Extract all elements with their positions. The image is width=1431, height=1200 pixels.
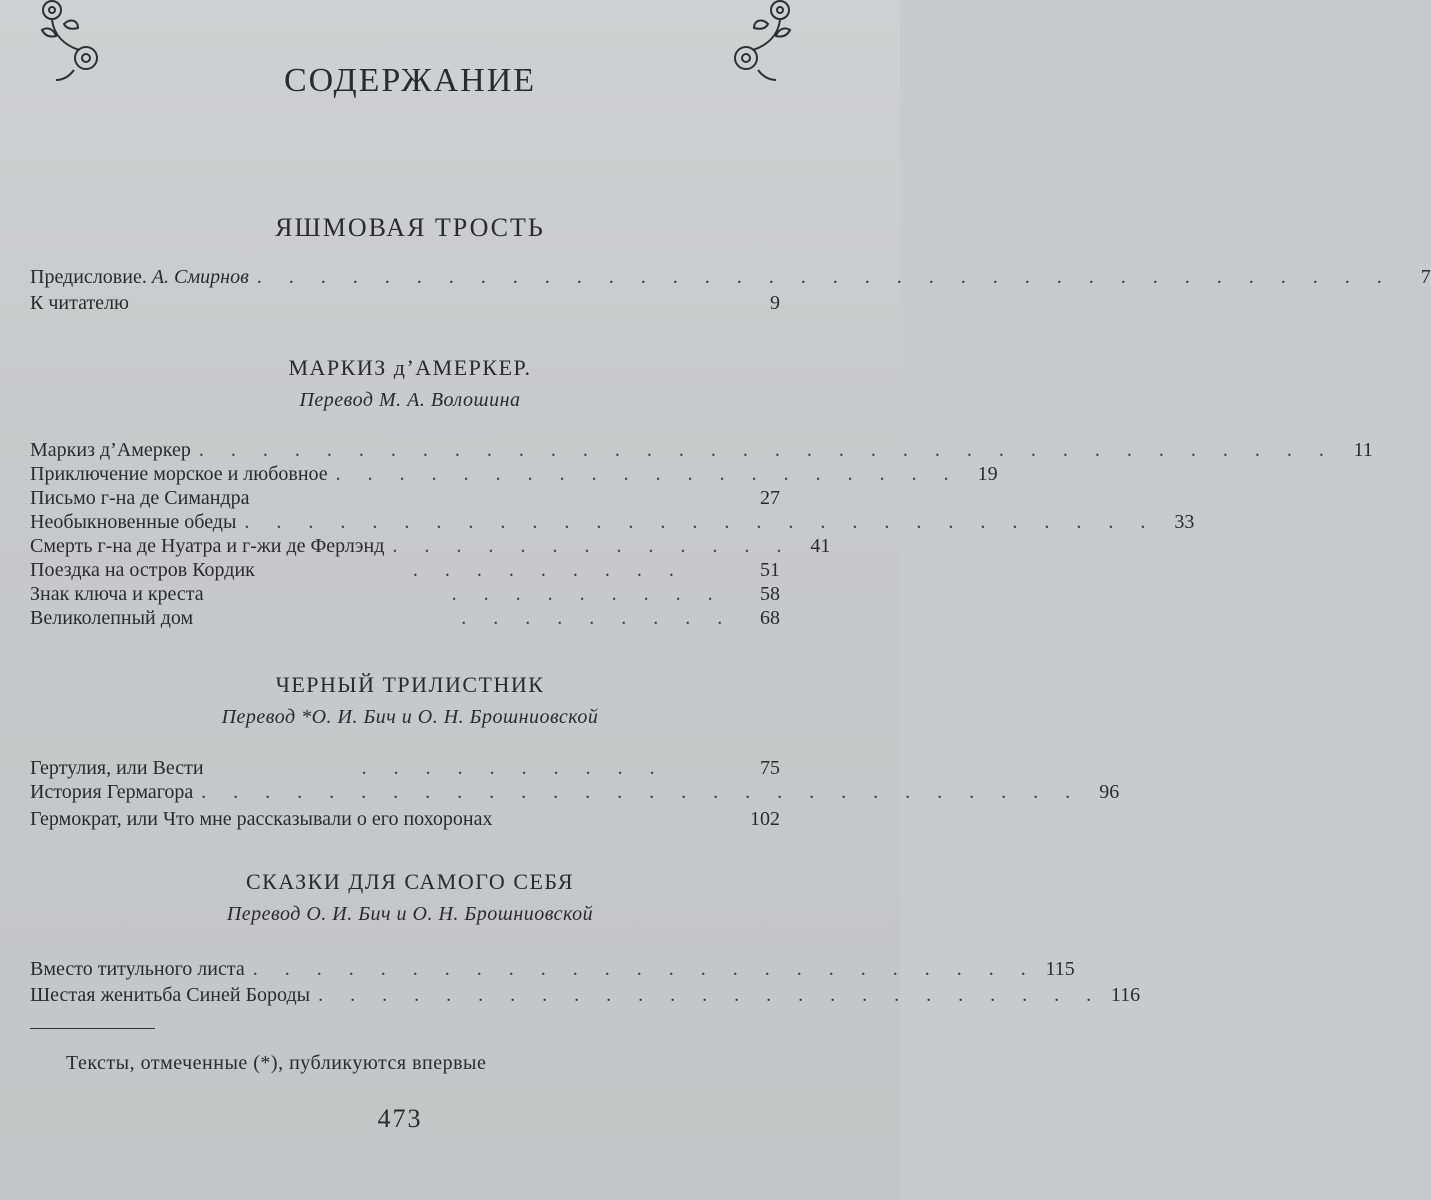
toc-entry[interactable]: [30, 605, 780, 631]
entry-page: 68: [760, 607, 780, 629]
entry-page: 116: [1110, 984, 1141, 1006]
toc-entry[interactable]: [30, 509, 1195, 535]
entry-page: 51: [760, 559, 780, 581]
toc-entry[interactable]: [30, 806, 780, 832]
entry-title: Гертулия, или Вести: [30, 757, 204, 779]
book-title: ЯШМОВАЯ ТРОСТЬ: [275, 213, 545, 242]
footnote-divider: [30, 1028, 155, 1029]
entry-page: 11: [1353, 439, 1373, 461]
toc-entry[interactable]: [30, 437, 1373, 463]
entry-title: Предисловие. А. Смирнов: [30, 266, 249, 288]
section-translator: Перевод *О. И. Бич и О. Н. Брошниовской: [221, 706, 599, 728]
entry-title: Знак ключа и креста: [30, 583, 204, 605]
section-title: МАРКИЗ д’АМЕРКЕР.: [288, 355, 532, 380]
section-title: ЧЕРНЫЙ ТРИЛИСТНИК: [275, 672, 545, 697]
entry-title: Смерть г-на де Нуатра и г-жи де Ферлэнд: [30, 535, 385, 557]
leader-dots: . . . . . . . . . . . . .: [392, 535, 793, 557]
section-title: СКАЗКИ ДЛЯ САМОГО СЕБЯ: [245, 869, 575, 894]
leader-dots: . . . . . . . . . . . . . . . . . . . . . . . . .: [252, 958, 1037, 980]
entry-title: История Гермагора: [30, 781, 194, 803]
leader-dots: . . . . . . . . . . . . . . . . . . . . . . . . . . . . .: [244, 511, 1157, 533]
leader-dots: . . . . . . . . .: [412, 559, 685, 581]
leader-dots: . . . . . . . . . . . . . . . . . . . . . . . . . . . . . . . . . . . .: [256, 266, 1393, 288]
toc-entry[interactable]: [30, 461, 998, 487]
section-translator: Перевод М. А. Волошина: [299, 389, 521, 411]
entry-author: А. Смирнов: [151, 266, 249, 288]
entry-page: 75: [760, 757, 780, 779]
entry-page: 115: [1045, 958, 1075, 980]
leader-dots: . . . . . . . . . . . . . . . . . . . . . . . . . . . .: [201, 781, 1082, 803]
leader-dots: . . . . . . . . .: [451, 583, 724, 605]
leader-dots: . . . . . . . . . . . . . . . . . . . .: [335, 463, 960, 485]
page-title: СОДЕРЖАНИЕ: [283, 62, 537, 99]
entry-title: Маркиз д’Амеркер: [30, 439, 191, 461]
entry-page: 9: [770, 292, 780, 314]
leader-dots: . . . . . . . . .: [461, 607, 734, 629]
entry-title: Письмо г-на де Симандра: [30, 487, 250, 509]
toc-entry[interactable]: [30, 581, 780, 607]
entry-page: 41: [810, 535, 831, 557]
entry-page: 58: [760, 583, 780, 605]
toc-entry[interactable]: [30, 533, 831, 559]
toc-entry[interactable]: [30, 290, 780, 316]
entry-title: Вместо титульного листа: [30, 958, 245, 980]
leader-dots: . . . . . . . . . . . . . . . . . . . . . . . . .: [318, 984, 1103, 1006]
toc-entry[interactable]: [30, 485, 780, 511]
entry-page: 96: [1099, 781, 1120, 803]
entry-title: Шестая женитьба Синей Бороды: [30, 984, 311, 1006]
entry-page: 102: [750, 808, 780, 830]
toc-entry[interactable]: [30, 982, 1141, 1008]
entry-page: 27: [760, 487, 780, 509]
entry-page: 7: [1420, 266, 1431, 288]
leader-dots: . . . . . . . . . . . . . . . . . . . . . . . . . . . . . . . . . . . .: [198, 439, 1335, 461]
entry-title: Необыкновенные обеды: [30, 511, 237, 533]
entry-title: Приключение морское и любовное: [30, 463, 328, 485]
toc-entry[interactable]: [30, 557, 780, 583]
entry-title: Великолепный дом: [30, 607, 194, 629]
page-number: 473: [377, 1104, 423, 1133]
toc-entry[interactable]: [30, 755, 780, 781]
footnote: Тексты, отмеченные (*), публикуются впервые: [66, 1052, 487, 1074]
entry-title: Гермократ, или Что мне рассказывали о его похоронах: [30, 808, 493, 830]
entry-title: Поездка на остров Кордик: [30, 559, 255, 581]
section-translator: Перевод О. И. Бич и О. Н. Брошниовской: [226, 903, 594, 925]
entry-page: 19: [977, 463, 998, 485]
entry-title: К читателю: [30, 292, 129, 314]
toc-entry[interactable]: [30, 956, 1075, 982]
leader-dots: . . . . . . . . . .: [361, 757, 666, 779]
toc-entry[interactable]: [30, 779, 1120, 805]
entry-page: 33: [1174, 511, 1195, 533]
toc-entry[interactable]: [30, 264, 1431, 290]
